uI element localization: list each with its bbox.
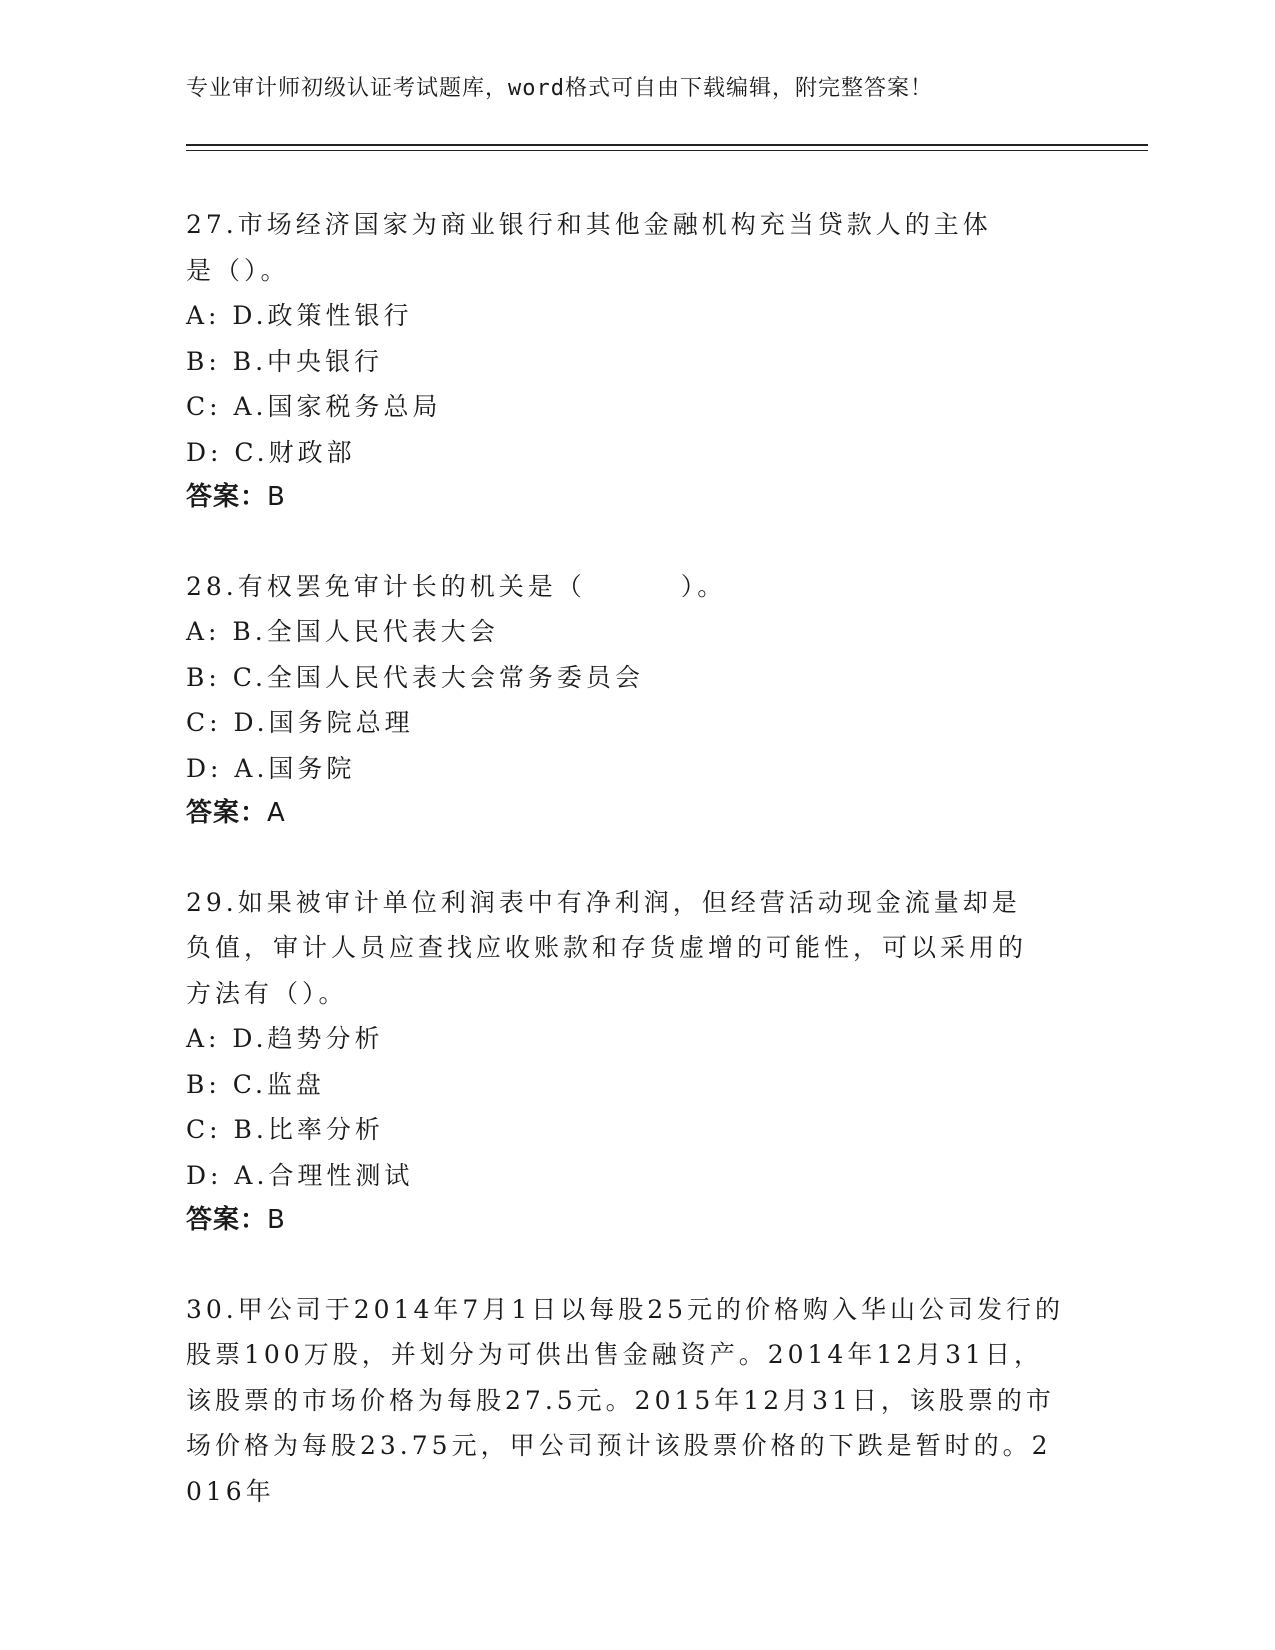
option-c: C: A.国家税务总局	[186, 392, 442, 421]
option-b: B: B.中央银行	[186, 346, 384, 376]
answer	[186, 791, 1076, 837]
option-a: A: B.全国人民代表大会	[186, 617, 499, 646]
option-a: A: D.政策性银行	[186, 301, 413, 330]
option-b: B: C.监盘	[186, 1069, 325, 1099]
header-divider-thin	[186, 150, 1148, 151]
question-stem: 30.甲公司于2014年7月1日以每股25元的价格购入华山公司发行的股票100万股，并划分为可供出售金融资产。2014年12月31日，该股票的市场价格为每股27.5元。2015年12月31日，该股票的市场价格为每股23.75元，甲公司预计该股票价格的下跌是暂时的。2016年	[186, 1294, 1065, 1506]
option-d: D: A.合理性测试	[186, 1160, 414, 1190]
question-stem: 27.市场经济国家为商业银行和其他金融机构充当贷款人的主体是（）。	[186, 210, 992, 285]
question-stem: 29.如果被审计单位利润表中有净利润，但经营活动现金流量却是负值，审计人员应查找应收账款和存货虚增的可能性，可以采用的方法有（）。	[186, 887, 1028, 1008]
answer-value: B	[267, 482, 286, 512]
option-c: C: B.比率分析	[186, 1115, 384, 1144]
question-stem-suffix: ）。	[680, 571, 727, 601]
option-b: B: C.全国人民代表大会常务委员会	[186, 662, 644, 692]
question-stem-prefix: 28.有权罢免审计长的机关是（	[186, 571, 586, 601]
question-27	[186, 202, 1076, 521]
question-29	[186, 880, 1076, 1244]
answer-label: 答案：	[186, 482, 268, 512]
option-c: C: D.国务院总理	[186, 708, 414, 737]
option-d: D: A.国务院	[186, 753, 356, 783]
answer-value: B	[267, 1205, 286, 1235]
answer	[186, 475, 1076, 521]
option-a: A: D.趋势分析	[186, 1024, 384, 1053]
option-d: D: C.财政部	[186, 437, 356, 467]
answer-label: 答案：	[186, 798, 268, 828]
header-divider	[186, 144, 1148, 146]
answer	[186, 1198, 1076, 1244]
question-list	[186, 202, 1076, 1557]
question-28	[186, 564, 1076, 837]
question-stem	[186, 564, 1076, 610]
answer-label: 答案：	[186, 1205, 268, 1235]
answer-value: A	[267, 798, 286, 828]
question-30	[186, 1287, 1076, 1515]
page-header-title: 专业审计师初级认证考试题库，word格式可自由下载编辑，附完整答案！	[186, 76, 933, 101]
